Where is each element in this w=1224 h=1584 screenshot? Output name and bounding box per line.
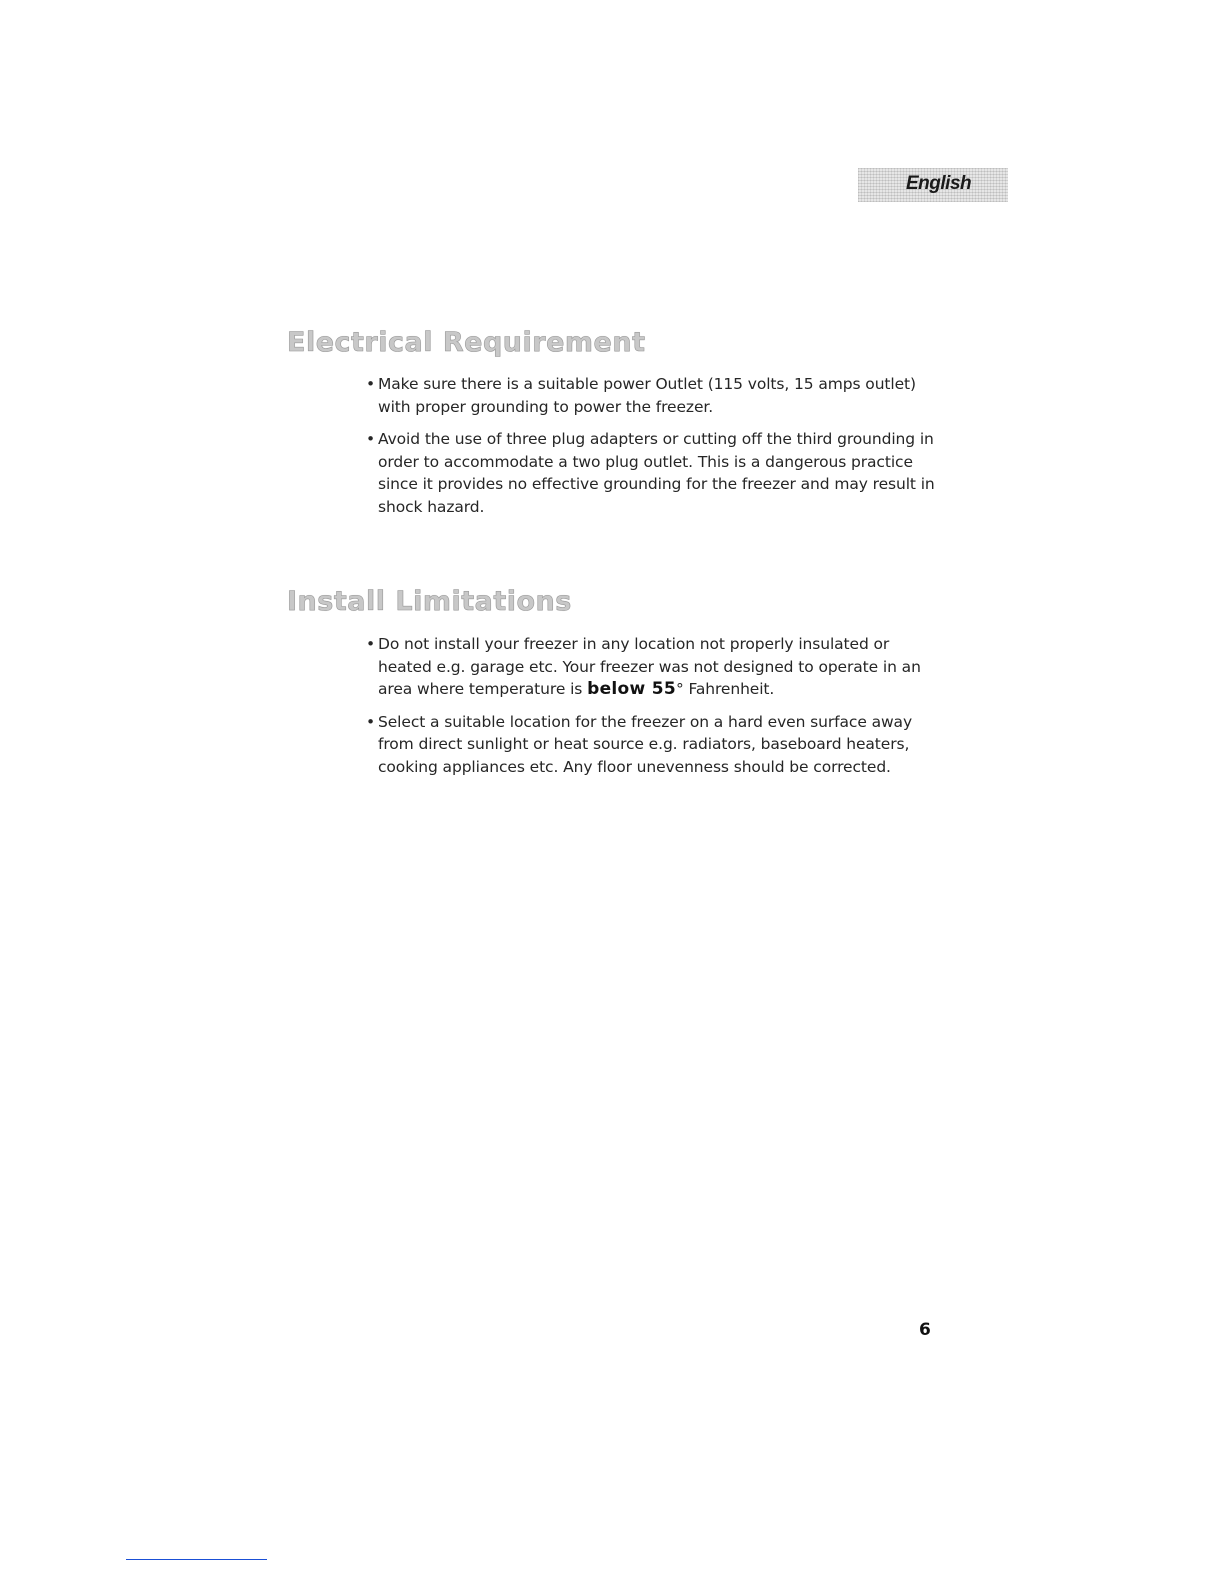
bullet-text-after: ° Fahrenheit.	[675, 680, 775, 699]
language-tab	[858, 168, 1008, 202]
section-heading-install-limitations: Install Limitations	[287, 586, 572, 617]
footnote-divider	[126, 1559, 267, 1560]
electrical-requirement-list	[366, 373, 946, 529]
list-item	[366, 373, 946, 418]
bullet-text: Make sure there is a suitable power Outlet (115 volts, 15 amps outlet) with proper grounding to power the freezer.	[378, 375, 916, 416]
bullet-text: Avoid the use of three plug adapters or cutting off the third grounding in order to accommodate a two plug outlet. This is a dangerous practice since it provides no effective grounding for the freezer and may result in shock hazard.	[378, 430, 935, 516]
install-limitations-list	[366, 633, 946, 789]
bullet-icon: •	[366, 635, 376, 653]
list-item	[366, 711, 946, 779]
bullet-text: Select a suitable location for the freezer on a hard even surface away from direct sunlight or heat source e.g. radiators, baseboard heaters, cooking appliances etc. Any floor unevenness should be corrected.	[378, 712, 913, 776]
bullet-icon: •	[366, 430, 376, 449]
page-number: 6	[919, 1320, 931, 1340]
bullet-icon: •	[366, 712, 376, 731]
bullet-text-before: Do not install your freezer in any location not properly insulated or heated e.g. garage etc. Your freezer was not designed to operate in an area where temperature is	[378, 635, 921, 699]
bullet-icon: •	[366, 375, 376, 393]
bullet-emphasis: below 55	[587, 679, 676, 700]
section-heading-electrical-requirement: Electrical Requirement	[287, 327, 646, 358]
list-item	[366, 633, 946, 701]
language-tab-label: English	[906, 173, 972, 194]
list-item	[366, 428, 946, 518]
